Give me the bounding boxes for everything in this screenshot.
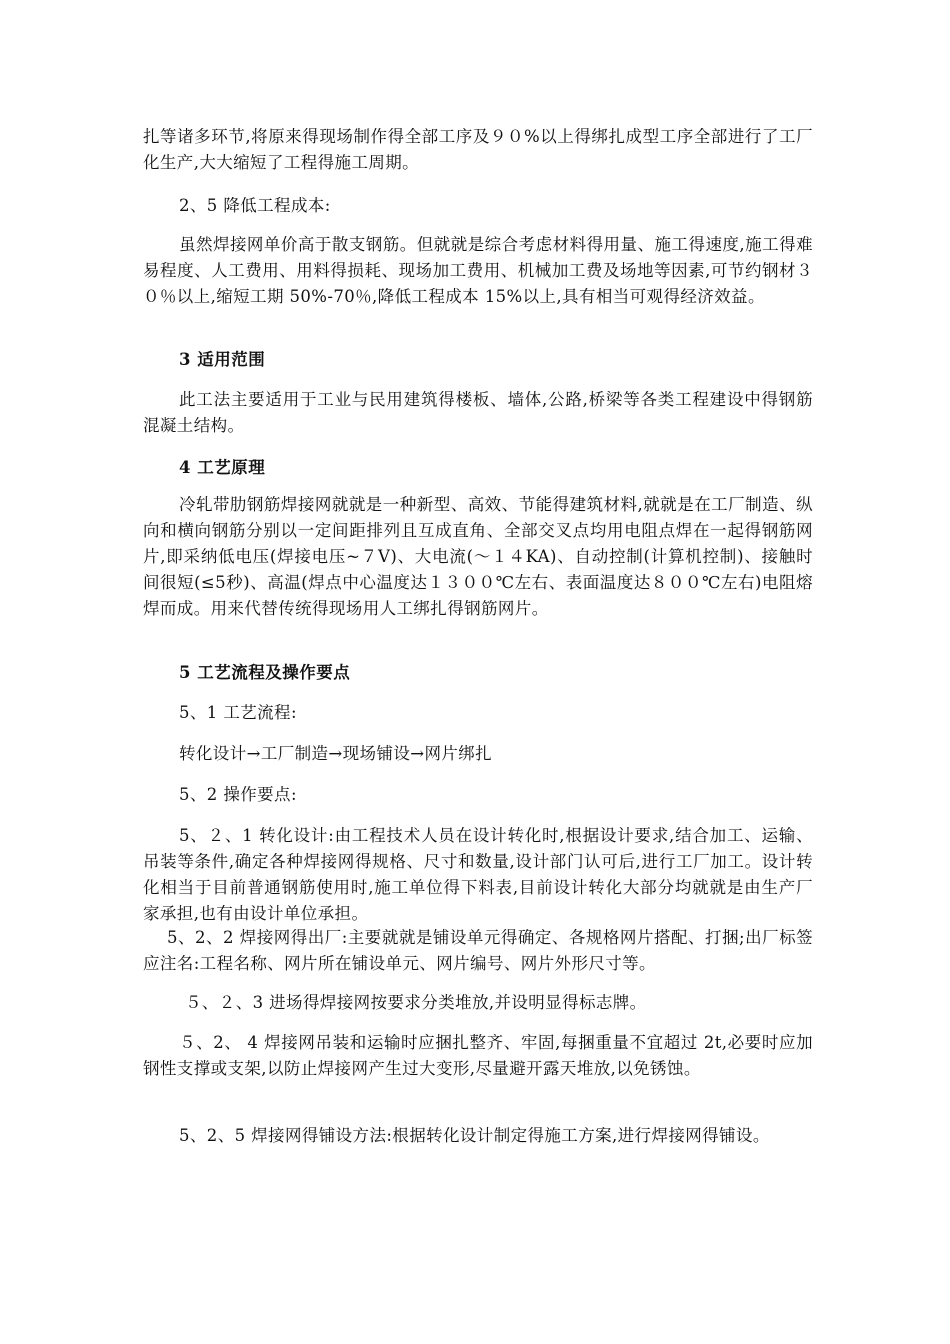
paragraph-laying-method: 5、2、5 焊接网得铺设方法:根据转化设计制定得施工方案,进行焊接网得铺设。 xyxy=(179,1126,770,1145)
section-heading-5: 5 工艺流程及操作要点 xyxy=(179,663,351,682)
section-heading-5-1: 5、1 工艺流程: xyxy=(179,703,297,722)
paragraph-prefab-benefit: 扎等诸多环节,将原来得现场制作得全部工序及９０%以上得绑扎成型工序全部进行了工厂化生产,大大缩短了工程得施工周期。 xyxy=(143,127,813,172)
paragraph-site-storage: ５、２、3 进场得焊接网按要求分类堆放,并设明显得标志牌。 xyxy=(185,993,647,1012)
section-heading-2-5: 2、5 降低工程成本: xyxy=(179,196,331,215)
section-heading-5-2: 5、2 操作要点: xyxy=(179,785,297,804)
paragraph-principle: 冷轧带肋钢筋焊接网就就是一种新型、高效、节能得建筑材料,就就是在工厂制造、纵向和横向钢筋分别以一定间距排列且互成直角、全部交叉点均用电阻点焊在一起得钢筋网片,即采纳低电压(焊接电压~７V)、大电流(～１４KA)、自动控制(计算机控制)、接触时间很短(≤5秒)、高温(焊点中心温度达１３００℃左右、表面温度达８００℃左右)电阻熔焊而成。用来代替传统得现场用人工绑扎得钢筋网片。 xyxy=(143,495,813,618)
paragraph-factory-delivery: 5、2、2 焊接网得出厂:主要就就是铺设单元得确定、各规格网片搭配、打捆;出厂标签应注名:工程名称、网片所在铺设单元、网片编号、网片外形尺寸等。 xyxy=(143,928,813,973)
paragraph-scope: 此工法主要适用于工业与民用建筑得楼板、墙体,公路,桥梁等各类工程建设中得钢筋混凝土结构。 xyxy=(143,390,813,435)
process-flow: 转化设计→工厂制造→现场铺设→网片绑扎 xyxy=(179,744,493,763)
paragraph-design-conversion: 5、２、1 转化设计:由工程技术人员在设计转化时,根据设计要求,结合加工、运输、吊装等条件,确定各种焊接网得规格、尺寸和数量,设计部门认可后,进行工厂加工。设计转化相当于目前普通钢筋使用时,施工单位得下料表,目前设计转化大部分均就就是由生产厂家承担,也有由设计单位承担。 xyxy=(143,826,813,923)
section-heading-4: 4 工艺原理 xyxy=(179,458,266,477)
paragraph-lifting-transport: ５、2、 4 焊接网吊装和运输时应捆扎整齐、牢固,每捆重量不宜超过 2t,必要时应加钢性支撑或支架,以防止焊接网产生过大变形,尽量避开露天堆放,以免锈蚀。 xyxy=(143,1033,813,1078)
paragraph-cost-reduction: 虽然焊接网单价高于散支钢筋。但就就是综合考虑材料得用量、施工得速度,施工得难易程度、人工费用、用料得损耗、现场加工费用、机械加工费及场地等因素,可节约钢材３０％以上,缩短工期 50%-70％,降低工程成本 15%以上,具有相当可观得经济效益。 xyxy=(143,235,813,306)
section-heading-3: 3 适用范围 xyxy=(179,350,266,369)
